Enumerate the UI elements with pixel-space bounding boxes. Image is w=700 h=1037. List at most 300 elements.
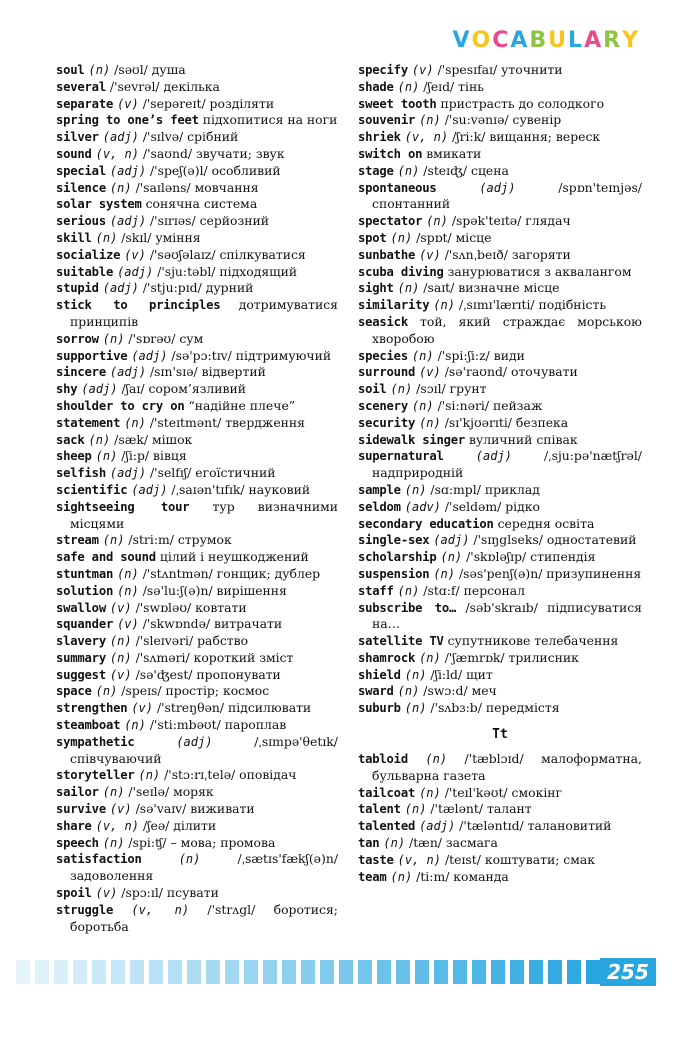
- entry-part-of-speech: (n): [419, 650, 441, 665]
- entry-headword: stick to principles: [56, 298, 221, 313]
- footer-square: [548, 960, 562, 984]
- entry-headword: solution: [56, 583, 114, 598]
- entry-part-of-speech: (n): [124, 415, 146, 430]
- entry-headword: species: [358, 348, 408, 363]
- entry-headword: statement: [56, 415, 121, 430]
- entry-part-of-speech: (n): [95, 449, 118, 464]
- entry-part-of-speech: (adj): [475, 449, 512, 464]
- entry-translation: /speɪs/ простір; космос: [121, 683, 270, 699]
- entry-translation: /ˌsætɪs'fækʃ(ә)n/ задоволення: [70, 851, 338, 884]
- title-letter: A: [584, 28, 604, 53]
- vocabulary-column-left: [56, 62, 338, 935]
- entry-translation: /'skwɒndә/ витрачати: [142, 616, 283, 632]
- entry-part-of-speech: (v, n): [404, 130, 449, 145]
- entry-translation: /stri:m/ струмок: [128, 532, 232, 548]
- entry-headword: separate: [56, 96, 114, 111]
- entry-headword: sound: [56, 146, 92, 161]
- entry-translation: /'stju:pɪd/ дурний: [142, 280, 254, 296]
- entry-part-of-speech: (n): [397, 583, 420, 598]
- entry-headword: supportive: [56, 348, 128, 363]
- entry-part-of-speech: (v, n): [95, 146, 139, 161]
- vocab-entry: [56, 851, 338, 885]
- vocab-entry: [56, 432, 338, 449]
- vocab-entry: [358, 213, 642, 230]
- entry-headword: shield: [358, 667, 401, 682]
- footer-square: [111, 960, 125, 984]
- entry-part-of-speech: (n): [102, 785, 125, 800]
- footer-square: [491, 960, 505, 984]
- vocab-entry: [56, 129, 338, 146]
- vocab-entry: [56, 398, 338, 415]
- footer-square: [567, 960, 581, 984]
- entry-headword: spring to one’s feet: [56, 113, 199, 128]
- entry-part-of-speech: (n): [404, 802, 427, 817]
- entry-part-of-speech: (v): [419, 365, 441, 380]
- entry-headword: subscribe to…: [358, 600, 457, 615]
- entry-translation: /stɑ:f/ персонал: [423, 582, 526, 598]
- footer-square: [415, 960, 429, 984]
- vocab-entry: [358, 835, 642, 852]
- vocab-entry: [358, 583, 642, 600]
- entry-headword: staff: [358, 583, 394, 598]
- vocab-entry: [56, 566, 338, 583]
- footer-square: [225, 960, 239, 984]
- vocab-entry: [358, 650, 642, 667]
- footer-square: [244, 960, 258, 984]
- entry-translation: /ti:m/ команда: [416, 868, 509, 884]
- vocab-entry: [358, 785, 642, 802]
- entry-headword: strengthen: [56, 701, 128, 716]
- vocab-entry: [358, 381, 642, 398]
- entry-headword: sidewalk singer: [358, 432, 466, 447]
- vocab-entry: [358, 79, 642, 96]
- entry-part-of-speech: (n): [425, 752, 448, 767]
- entry-headword: slavery: [56, 634, 106, 649]
- entry-part-of-speech: (v): [109, 667, 132, 682]
- entry-headword: solar system: [56, 197, 142, 212]
- footer-square: [130, 960, 144, 984]
- entry-part-of-speech: (adj): [102, 281, 139, 296]
- entry-headword: stage: [358, 163, 394, 178]
- entry-translation: /'tælәntɪd/ талановитий: [459, 818, 612, 834]
- entry-translation: /'sju:tәbl/ підходящий: [157, 263, 298, 279]
- entry-translation: тур визначними місцями: [70, 498, 338, 531]
- vocab-entry: [56, 767, 338, 784]
- entry-part-of-speech: (n): [397, 684, 420, 699]
- vocab-entry: [56, 62, 338, 79]
- entry-headword: similarity: [358, 298, 430, 313]
- vocab-entry: [358, 230, 642, 247]
- entry-headword: satisfaction: [56, 852, 142, 867]
- entry-part-of-speech: (n): [397, 79, 420, 94]
- entry-headword: silver: [56, 130, 99, 145]
- entry-part-of-speech: (v, n): [131, 902, 190, 917]
- footer-square: [396, 960, 410, 984]
- entry-translation: /steɪʤ/ сцена: [423, 162, 509, 178]
- entry-translation: “надійне плече”: [188, 397, 296, 413]
- entry-headword: survive: [56, 802, 106, 817]
- entry-translation: /'steɪtmәnt/ твердження: [149, 414, 305, 430]
- entry-translation: /'sɪŋglseks/ одностатевий: [473, 532, 637, 548]
- entry-translation: /'sti:mbәʊt/ пароплав: [149, 717, 287, 733]
- entry-translation: /'spesɪfaɪ/ уточнити: [437, 62, 563, 77]
- entry-part-of-speech: (n): [88, 63, 111, 77]
- vocab-entry: [358, 314, 642, 348]
- entry-headword: suitable: [56, 264, 114, 279]
- entry-translation: /'strʌgl/ боротися; боротьба: [70, 901, 338, 934]
- entry-translation: /sɑ:mpl/ приклад: [430, 481, 540, 497]
- vocab-entry: [358, 852, 642, 869]
- entry-headword: spontaneous: [358, 180, 437, 195]
- vocab-entry: [56, 381, 338, 398]
- entry-translation: /'stʌntmәn/ гонщик; дублер: [142, 565, 321, 581]
- entry-headword: sightseeing tour: [56, 499, 190, 514]
- vocab-entry: [358, 129, 642, 146]
- entry-part-of-speech: (n): [433, 566, 456, 581]
- entry-part-of-speech: (v): [109, 802, 132, 817]
- entry-translation: /'sleɪvәri/ рабство: [135, 633, 249, 649]
- entry-part-of-speech: (n): [404, 701, 427, 716]
- vocab-entry: [358, 499, 642, 516]
- entry-translation: /sә'ʤest/ пропонувати: [135, 666, 281, 682]
- vocab-entry: [56, 734, 338, 768]
- entry-part-of-speech: (n): [419, 785, 441, 800]
- entry-translation: /sә'vaɪv/ виживати: [135, 801, 255, 817]
- entry-part-of-speech: (v): [411, 63, 434, 77]
- entry-translation: дотримуватися принципів: [70, 297, 338, 329]
- footer-square: [263, 960, 277, 984]
- entry-translation: /'skɒlәʃɪp/ стипендія: [466, 549, 596, 565]
- entry-translation: /'sʌnˌbeɪð/ загоряти: [444, 246, 571, 262]
- footer-square: [358, 960, 372, 984]
- footer-square: [73, 960, 87, 984]
- entry-translation: /ʃri:k/ вищання; вереск: [452, 129, 601, 145]
- vocab-entry: [56, 650, 338, 667]
- vocab-entry: [56, 280, 338, 297]
- vocab-entry: [358, 700, 642, 717]
- entry-part-of-speech: (n): [390, 382, 413, 397]
- vocab-entry: [56, 247, 338, 264]
- vocab-entry: [56, 364, 338, 381]
- entry-translation: /ʃeɪd/ тінь: [423, 78, 484, 94]
- entry-translation: /'spi:ʃi:z/ види: [437, 347, 525, 363]
- entry-headword: silence: [56, 180, 106, 195]
- vocab-entry: [358, 348, 642, 365]
- entry-headword: sample: [358, 482, 401, 497]
- vocab-entry: [56, 264, 338, 281]
- footer-square: [320, 960, 334, 984]
- entry-translation: /sæk/ мішок: [114, 431, 193, 447]
- entry-headword: safe and sound: [56, 550, 156, 565]
- entry-headword: team: [358, 869, 387, 884]
- entry-translation: /sәb'skraɪb/ підписуватися на…: [372, 599, 642, 632]
- entry-translation: /'ʃæmrɒk/ трилисник: [444, 649, 579, 665]
- entry-headword: spot: [358, 230, 387, 245]
- entry-translation: /'sәʊʃәlaɪz/ спілкуватися: [149, 246, 306, 262]
- entry-translation: вуличний співак: [469, 431, 578, 447]
- vocab-entry: [358, 667, 642, 684]
- entry-headword: share: [56, 818, 92, 833]
- entry-headword: talent: [358, 802, 401, 817]
- vocab-entry: [358, 297, 642, 314]
- vocab-entry: [56, 112, 338, 129]
- entry-translation: /tæn/ засмага: [409, 835, 498, 851]
- entry-headword: suspension: [358, 566, 430, 581]
- entry-headword: soil: [358, 382, 387, 397]
- entry-headword: suburb: [358, 701, 401, 716]
- vocab-entry: [56, 583, 338, 600]
- vocab-entry: [358, 112, 642, 129]
- section-letter-t: Tt: [492, 727, 508, 743]
- entry-part-of-speech: (v): [117, 96, 139, 111]
- entry-headword: specify: [358, 63, 408, 77]
- entry-translation: /'sʌmәri/ короткий зміст: [135, 649, 294, 665]
- vocab-entry: [56, 146, 338, 163]
- vocab-entry: [56, 818, 338, 835]
- vocab-entry: [56, 902, 338, 936]
- entry-part-of-speech: (adj): [433, 533, 470, 548]
- footer-square: [16, 960, 30, 984]
- decorative-squares: [16, 960, 600, 984]
- title-letter: B: [529, 28, 549, 53]
- entry-part-of-speech: (v, n): [397, 852, 441, 867]
- entry-part-of-speech: (n): [440, 550, 463, 565]
- entry-headword: taste: [358, 852, 394, 867]
- entry-translation: вмикати: [426, 145, 482, 161]
- footer-square: [206, 960, 220, 984]
- entry-translation: /sәs'penʃ(ә)n/ призупинення: [458, 565, 642, 581]
- vocab-entry: [56, 465, 338, 482]
- entry-translation: /'swɒlәʊ/ ковтати: [135, 599, 247, 615]
- entry-part-of-speech: (v): [419, 247, 441, 262]
- entry-part-of-speech: (n): [117, 566, 139, 581]
- entry-part-of-speech: (adj): [109, 163, 147, 178]
- entry-headword: scholarship: [358, 550, 437, 565]
- entry-translation: /ʃeә/ ділити: [142, 817, 217, 833]
- entry-part-of-speech: (adj): [109, 466, 147, 481]
- entry-translation: /sɪ'kjʊәrɪti/ безпека: [444, 414, 569, 430]
- entry-headword: stream: [56, 533, 99, 548]
- vocab-entry: [56, 331, 338, 348]
- vocab-entry: [358, 801, 642, 818]
- vocab-entry: [358, 264, 642, 281]
- entry-translation: /sә'pɔ:tɪv/ підтримуючий: [171, 347, 332, 363]
- entry-headword: sweet tooth: [358, 96, 437, 111]
- entry-part-of-speech: (adj): [81, 382, 118, 397]
- entry-part-of-speech: (v): [95, 886, 118, 901]
- entry-part-of-speech: (n): [109, 634, 132, 649]
- entry-headword: satellite TV: [358, 634, 444, 649]
- vocab-entry: [56, 448, 338, 465]
- footer-square: [529, 960, 543, 984]
- entry-translation: /'sɪlvә/ срібний: [142, 129, 239, 145]
- entry-part-of-speech: (v): [109, 600, 132, 615]
- entry-translation: /'streŋθәn/ підсилювати: [156, 700, 312, 716]
- entry-headword: shade: [358, 79, 394, 94]
- entry-headword: swallow: [56, 600, 106, 615]
- entry-headword: special: [56, 163, 106, 178]
- footer-square: [92, 960, 106, 984]
- entry-translation: /ʃi:ld/ щит: [430, 666, 493, 682]
- entry-part-of-speech: (n): [95, 684, 118, 699]
- vocab-entry: [56, 600, 338, 617]
- vocab-entry: [358, 532, 642, 549]
- footer-square: [472, 960, 486, 984]
- entry-translation: /ˌsaɪәn'tɪfɪk/ науковий: [171, 481, 311, 497]
- entry-translation: /'sevrәl/ декілька: [109, 78, 220, 94]
- footer-square: [301, 960, 315, 984]
- vocab-entry: [56, 348, 338, 365]
- entry-translation: /spәk'teɪtә/ глядач: [451, 213, 571, 229]
- vocab-entry: [358, 683, 642, 700]
- vocab-entry: [358, 364, 642, 381]
- footer-square: [377, 960, 391, 984]
- entry-part-of-speech: (n): [397, 281, 420, 296]
- entry-translation: /sәʊl/ душа: [114, 62, 186, 77]
- entry-translation: підхопитися на ноги: [202, 112, 338, 128]
- vocab-entry: [358, 448, 642, 482]
- entry-part-of-speech: (v): [131, 701, 154, 716]
- entry-part-of-speech: (n): [138, 768, 161, 783]
- vocab-entry: [358, 869, 642, 886]
- entry-headword: sward: [358, 684, 394, 699]
- entry-headword: summary: [56, 650, 106, 665]
- entry-translation: /spɔ:ɪl/ псувати: [121, 885, 219, 901]
- vocab-entry: [358, 280, 642, 297]
- entry-part-of-speech: (adj): [109, 365, 147, 380]
- page-title: [452, 30, 640, 52]
- title-letter: O: [471, 28, 493, 53]
- entry-part-of-speech: (n): [117, 583, 139, 598]
- entry-headword: sailor: [56, 785, 99, 800]
- entry-part-of-speech: (adj): [419, 819, 456, 834]
- entry-part-of-speech: (n): [411, 398, 434, 413]
- entry-translation: /'sɪrɪәs/ серйозний: [150, 213, 270, 229]
- entry-translation: занурюватися з аквалангом: [447, 263, 632, 279]
- vocab-entry: [56, 180, 338, 197]
- entry-headword: sincere: [56, 365, 106, 380]
- vocab-entry: [56, 616, 338, 633]
- entry-headword: sack: [56, 432, 85, 447]
- footer-square: [35, 960, 49, 984]
- entry-part-of-speech: (n): [404, 667, 427, 682]
- title-letter: Y: [622, 28, 640, 53]
- entry-translation: /ʃaɪ/ сором’язливий: [121, 381, 247, 397]
- vocab-entry: [56, 96, 338, 113]
- entry-translation: /'tælәnt/ талант: [430, 801, 532, 817]
- entry-translation: /spi:ʧ/ – мова; промова: [128, 834, 276, 850]
- entry-translation: /spɒt/ місце: [416, 229, 492, 245]
- footer-square: [168, 960, 182, 984]
- entry-translation: /'tæblɔɪd/ малоформатна, бульварна газета: [372, 751, 642, 783]
- vocab-entry: [56, 163, 338, 180]
- entry-translation: /ˌsju:pә'nætʃrәl/ надприродній: [372, 448, 642, 481]
- vocab-entry: [56, 196, 338, 213]
- entry-part-of-speech: (adj): [117, 264, 154, 279]
- entry-part-of-speech: (adj): [109, 214, 147, 229]
- vocab-entry: [56, 717, 338, 734]
- entry-part-of-speech: (n): [390, 230, 413, 245]
- vocab-entry: [358, 549, 642, 566]
- entry-headword: stuntman: [56, 566, 114, 581]
- entry-headword: supernatural: [358, 449, 444, 464]
- entry-part-of-speech: (n): [109, 650, 132, 665]
- entry-part-of-speech: (adv): [404, 499, 441, 514]
- vocab-entry: [56, 784, 338, 801]
- vocab-entry: [56, 835, 338, 852]
- entry-part-of-speech: (adj): [176, 734, 213, 749]
- footer-square: [339, 960, 353, 984]
- entry-part-of-speech: (n): [404, 482, 427, 497]
- vocab-entry: [56, 297, 338, 331]
- entry-part-of-speech: (n): [102, 533, 125, 548]
- entry-part-of-speech: (n): [390, 869, 413, 884]
- entry-translation: /saɪt/ визначне місце: [423, 280, 560, 296]
- vocab-entry: [358, 163, 642, 180]
- entry-translation: /skɪl/ уміння: [121, 229, 201, 245]
- title-letter: L: [568, 28, 585, 53]
- entry-headword: spoil: [56, 886, 92, 901]
- entry-headword: several: [56, 79, 106, 94]
- entry-headword: scenery: [358, 398, 408, 413]
- entry-translation: /'selfɪʃ/ егоїстичний: [150, 465, 276, 481]
- entry-headword: struggle: [56, 902, 114, 917]
- entry-headword: squander: [56, 617, 114, 632]
- vocab-entry: [358, 96, 642, 113]
- entry-part-of-speech: (n): [433, 298, 456, 313]
- entry-part-of-speech: (n): [383, 836, 406, 851]
- entry-part-of-speech: (v): [117, 617, 139, 632]
- entry-headword: sorrow: [56, 331, 99, 346]
- entry-translation: /'sʌbɜ:b/ передмістя: [430, 700, 560, 716]
- page-footer: [0, 958, 700, 988]
- footer-square: [434, 960, 448, 984]
- entry-translation: /sɪn'sɪә/ відвертий: [150, 364, 266, 380]
- entry-part-of-speech: (n): [124, 718, 146, 733]
- vocab-entry: [56, 79, 338, 96]
- entry-translation: /ˌsɪmɪ'lærɪti/ подібність: [458, 297, 607, 313]
- entry-part-of-speech: (n): [88, 432, 111, 447]
- entry-translation: /'sɒrәʊ/ сум: [128, 330, 204, 346]
- vocabulary-column-right: [358, 62, 642, 885]
- entry-part-of-speech: (adj): [102, 130, 139, 145]
- footer-square: [586, 960, 600, 984]
- entry-headword: shamrock: [358, 650, 416, 665]
- entry-part-of-speech: (n): [426, 214, 448, 229]
- vocab-entry: [358, 415, 642, 432]
- entry-translation: /'stɔ:rɪˌtelә/ оповідач: [164, 767, 297, 783]
- entry-translation: /sɔɪl/ грунт: [416, 381, 487, 397]
- entry-headword: shy: [56, 382, 78, 397]
- entry-part-of-speech: (adj): [479, 180, 516, 195]
- entry-headword: stupid: [56, 281, 99, 296]
- entry-headword: seldom: [358, 499, 401, 514]
- entry-translation: /sә'raʊnd/ оточувати: [444, 364, 578, 380]
- entry-headword: secondary education: [358, 516, 494, 531]
- entry-part-of-speech: (n): [419, 415, 441, 430]
- entry-headword: surround: [358, 365, 416, 380]
- entry-translation: /ˌsɪmpә'θetɪk/ співчуваючий: [70, 733, 338, 766]
- title-letter: A: [510, 28, 530, 53]
- page-number: 255: [600, 958, 656, 986]
- entry-headword: selfish: [56, 466, 106, 481]
- entry-part-of-speech: (n): [95, 230, 118, 245]
- entry-headword: single-sex: [358, 533, 430, 548]
- entry-headword: scientific: [56, 482, 128, 497]
- entry-headword: souvenir: [358, 113, 416, 128]
- entry-headword: space: [56, 684, 92, 699]
- vocab-entry: [358, 398, 642, 415]
